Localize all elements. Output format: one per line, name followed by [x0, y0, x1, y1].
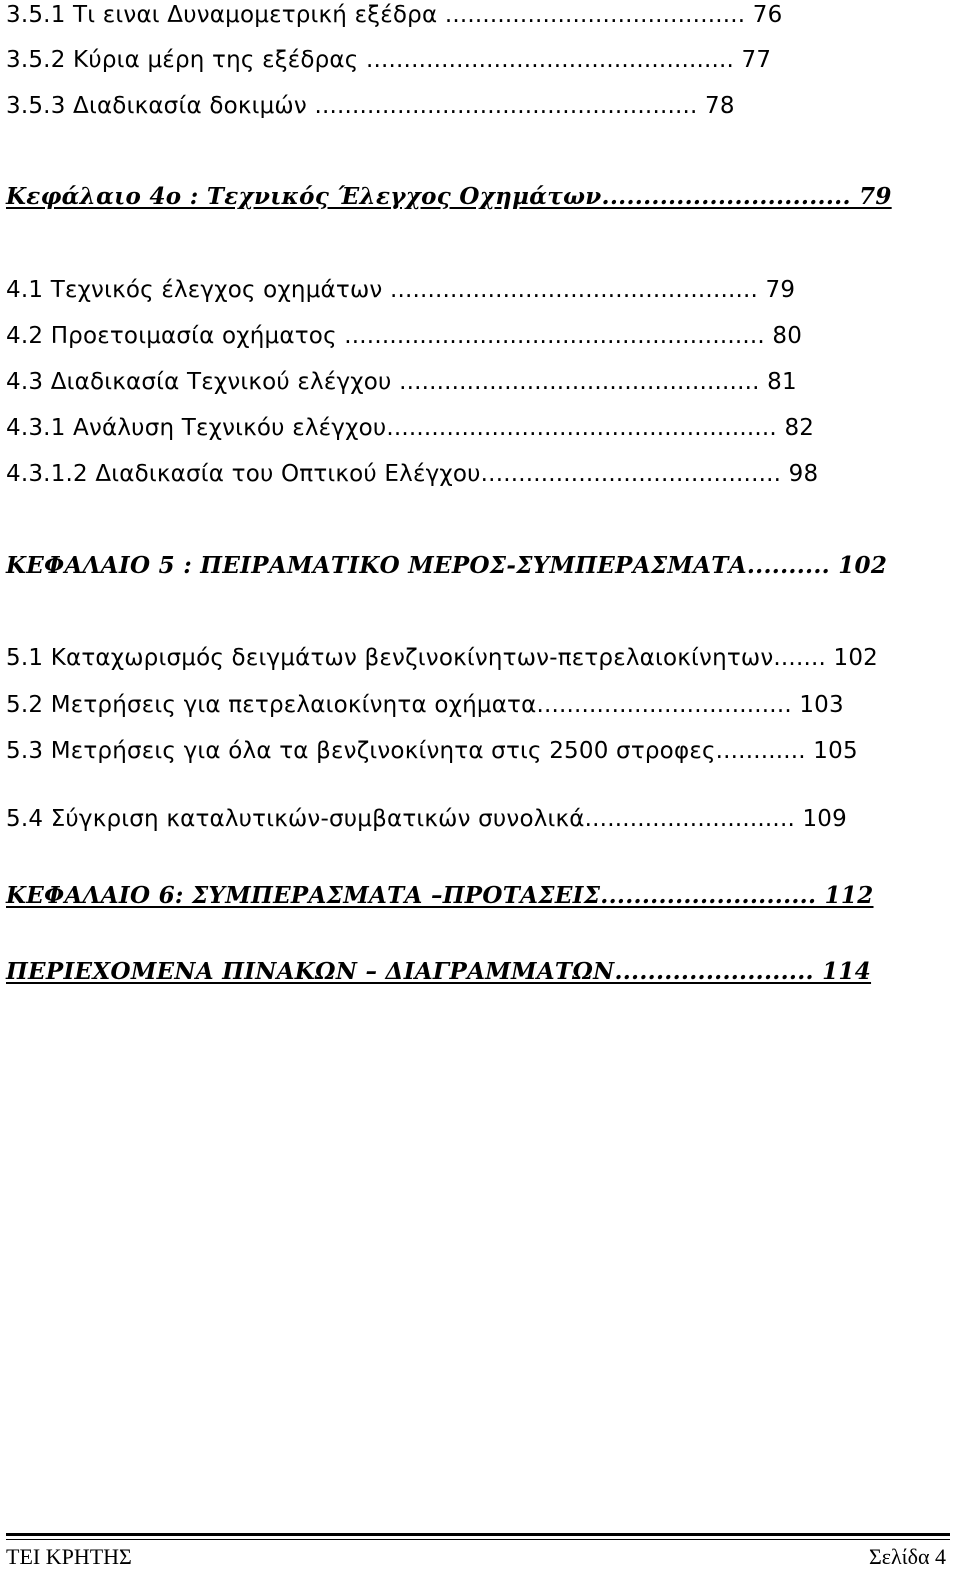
toc-chapter-4[interactable]: Κεφάλαιο 4ο : Τεχνικός Έλεγχος Οχημάτων.............................. 79 — [6, 183, 892, 210]
toc-entry-3-5-3[interactable]: 3.5.3 Διαδικασία δοκιμών ................................................... 78 — [6, 93, 735, 119]
footer-page-number: Σελίδα 4 — [868, 1544, 946, 1569]
toc-entry-5-3[interactable]: 5.3 Μετρήσεις για όλα τα βενζινοκίνητα στις 2500 στροφες............ 105 — [6, 738, 858, 764]
footer-rule — [6, 1533, 950, 1536]
toc-chapter-5[interactable]: ΚΕΦΑΛΑΙΟ 5 : ΠΕΙΡΑΜΑΤΙΚΟ ΜΕΡΟΣ-ΣΥΜΠΕΡΑΣΜΑΤΑ.......... 102 — [6, 552, 888, 579]
toc-entry-3-5-1[interactable]: 3.5.1 Τι ειναι Δυναμομετρική εξέδρα ........................................ 76 — [6, 2, 783, 28]
footer-institution: ΤΕΙ ΚΡΗΤΗΣ — [6, 1544, 132, 1569]
toc-entry-5-2[interactable]: 5.2 Μετρήσεις για πετρελαιοκίνητα οχήματα.................................. 103 — [6, 692, 844, 718]
toc-entry-3-5-2[interactable]: 3.5.2 Κύρια μέρη της εξέδρας ................................................. 77 — [6, 47, 772, 73]
footer-rule-thin — [6, 1539, 950, 1540]
toc-entry-4-1[interactable]: 4.1 Τεχνικός έλεγχος οχημάτων ................................................. 79 — [6, 277, 796, 303]
toc-entry-4-3-1-2[interactable]: 4.3.1.2 Διαδικασία του Οπτικού Ελέγχου........................................ 98 — [6, 461, 819, 487]
toc-entry-5-4[interactable]: 5.4 Σύγκριση καταλυτικών-συμβατικών συνολικά............................ 109 — [6, 806, 847, 832]
toc-entry-4-2[interactable]: 4.2 Προετοιμασία οχήματος ........................................................ 80 — [6, 323, 803, 349]
toc-tables-list[interactable]: ΠΕΡΙΕΧΟΜΕΝΑ ΠΙΝΑΚΩΝ – ΔΙΑΓΡΑΜΜΑΤΩΝ........................ 114 — [6, 958, 872, 985]
toc-entry-4-3[interactable]: 4.3 Διαδικασία Τεχνικού ελέγχου ................................................ 81 — [6, 369, 797, 395]
toc-entry-5-1[interactable]: 5.1 Καταχωρισμός δειγμάτων βενζινοκίνητων-πετρελαιοκίνητων....... 102 — [6, 645, 878, 671]
toc-entry-4-3-1[interactable]: 4.3.1 Ανάλυση Τεχνικόυ ελέγχου.................................................... 82 — [6, 415, 815, 441]
toc-chapter-6[interactable]: ΚΕΦΑΛΑΙΟ 6: ΣΥΜΠΕΡΑΣΜΑΤΑ –ΠΡΟΤΑΣΕΙΣ.......................... 112 — [6, 882, 874, 909]
